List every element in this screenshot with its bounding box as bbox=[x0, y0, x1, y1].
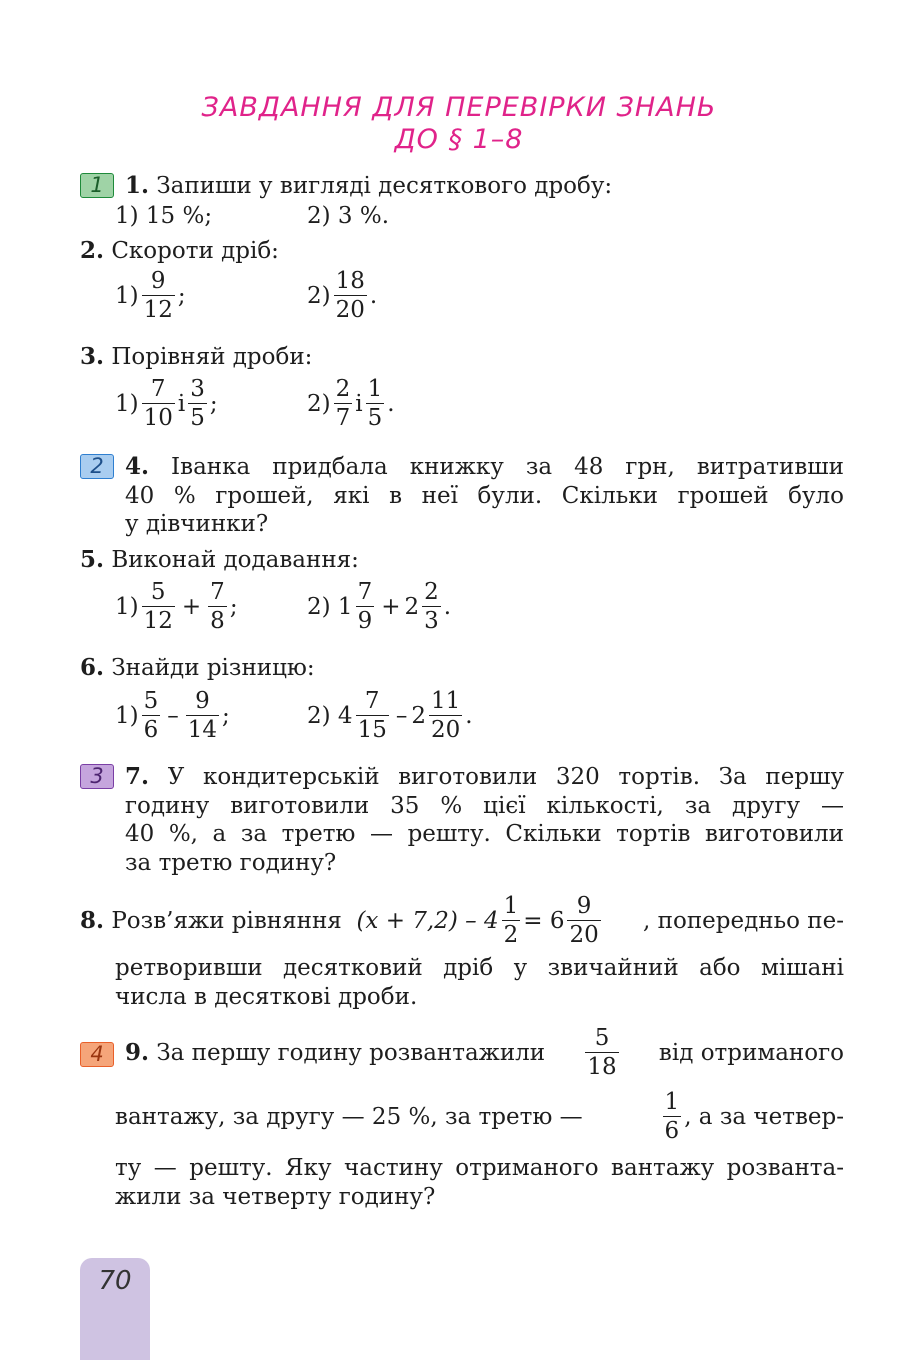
punct: . bbox=[387, 390, 395, 417]
minus-sign: – bbox=[395, 702, 408, 729]
numerator: 9 bbox=[195, 688, 210, 714]
fraction bbox=[142, 269, 175, 322]
numerator: 7 bbox=[364, 688, 380, 714]
denominator: 5 bbox=[190, 405, 205, 432]
fraction bbox=[142, 689, 161, 742]
fraction bbox=[429, 689, 462, 742]
task-text: Знайди різницю: bbox=[111, 655, 315, 681]
page-number: 70 bbox=[98, 1266, 132, 1296]
numerator: 5 bbox=[150, 579, 166, 605]
numerator: 7 bbox=[357, 579, 373, 605]
level-1-marker: 1 bbox=[80, 173, 114, 198]
task-8-line-3: числа в десяткові дроби. bbox=[115, 984, 418, 1010]
item-label: 1) bbox=[115, 593, 139, 620]
task-number: 2. bbox=[80, 237, 105, 264]
task-text: вантажу, за другу — 25 %, за третю — bbox=[115, 1103, 583, 1130]
task-4-line-3: у дівчинки? bbox=[125, 511, 269, 537]
denominator: 8 bbox=[210, 608, 225, 635]
task-2 bbox=[80, 237, 279, 265]
whole-part: 2 bbox=[404, 593, 420, 620]
task-7-line-2: годину виготовили 35 % цієї кількості, за другу — bbox=[125, 793, 844, 819]
task-number: 4. bbox=[125, 453, 150, 480]
denominator: 12 bbox=[143, 297, 173, 324]
minus-sign: – bbox=[167, 702, 179, 729]
punct: . bbox=[443, 593, 452, 620]
fraction bbox=[142, 580, 175, 633]
punct: ; bbox=[222, 702, 230, 729]
page-title: ЗАВДАННЯ ДЛЯ ПЕРЕВІРКИ ЗНАНЬ bbox=[201, 92, 717, 123]
numerator: 2 bbox=[424, 579, 439, 605]
punct: . bbox=[369, 282, 378, 309]
denominator: 15 bbox=[357, 717, 387, 744]
punct: . bbox=[465, 702, 473, 729]
task-text: За першу годину розвантажили bbox=[156, 1040, 546, 1067]
numerator: 7 bbox=[210, 579, 225, 605]
task-number: 7. bbox=[125, 763, 150, 790]
conjunction: і bbox=[177, 390, 186, 417]
task-7-line-1 bbox=[125, 763, 844, 791]
task-text: У кондитерській виготовили 320 тортів. За першу bbox=[167, 764, 844, 790]
conjunction: і bbox=[355, 390, 363, 417]
fraction bbox=[356, 580, 375, 633]
item-label: 2) bbox=[307, 282, 331, 309]
task-4-line-1 bbox=[125, 453, 844, 481]
task-text: , а за четвер- bbox=[684, 1103, 844, 1130]
denominator: 20 bbox=[335, 297, 365, 324]
fraction bbox=[585, 1026, 618, 1079]
denominator: 9 bbox=[357, 608, 373, 635]
task-text: Розв’яжи рівняння bbox=[111, 907, 342, 934]
fraction bbox=[356, 689, 389, 742]
task-1 bbox=[125, 172, 612, 200]
denominator: 2 bbox=[503, 922, 519, 949]
task-number: 9. bbox=[125, 1039, 150, 1067]
numerator: 1 bbox=[664, 1089, 680, 1115]
task-5-b bbox=[307, 580, 451, 633]
denominator: 12 bbox=[143, 608, 173, 635]
numerator: 1 bbox=[503, 893, 519, 919]
task-8-line-2: ретворивши десятковий дріб у звичайний або мішані bbox=[115, 955, 844, 981]
task-8-line-1 bbox=[80, 894, 844, 947]
level-2-marker: 2 bbox=[80, 454, 114, 479]
equation-left: (x + 7,2) – 4 bbox=[356, 907, 499, 934]
numerator: 9 bbox=[150, 268, 166, 294]
punct: ; bbox=[229, 593, 238, 620]
item-label: 1) bbox=[115, 390, 139, 417]
task-text: Іванка придбала книжку за 48 грн, витративши bbox=[171, 454, 844, 480]
task-number: 5. bbox=[80, 546, 105, 573]
fraction bbox=[142, 377, 175, 430]
whole-part: 4 bbox=[337, 702, 353, 729]
task-9-line-2 bbox=[115, 1090, 844, 1143]
plus-sign: + bbox=[381, 593, 401, 620]
fraction bbox=[188, 377, 207, 430]
equation-middle: = 6 bbox=[523, 907, 565, 934]
numerator: 2 bbox=[335, 376, 351, 402]
fraction bbox=[502, 894, 521, 947]
item-label: 1) bbox=[115, 702, 139, 729]
task-3 bbox=[80, 343, 312, 371]
page-number-tab bbox=[80, 1258, 150, 1360]
denominator: 10 bbox=[143, 405, 173, 432]
item-label: 1) bbox=[115, 282, 139, 309]
task-text: , попередньо пе- bbox=[643, 907, 844, 934]
numerator: 9 bbox=[576, 893, 592, 919]
numerator: 18 bbox=[335, 268, 365, 294]
page-subtitle: ДО § 1–8 bbox=[394, 124, 524, 155]
task-9-line-3: ту — решту. Яку частину отриманого вантажу розванта- bbox=[115, 1155, 844, 1181]
task-4-line-2: 40 % грошей, які в неї були. Скільки грошей було bbox=[125, 483, 844, 509]
task-9-line-1 bbox=[125, 1026, 844, 1079]
task-number: 6. bbox=[80, 654, 105, 681]
numerator: 3 bbox=[190, 376, 205, 402]
denominator: 6 bbox=[664, 1118, 680, 1145]
fraction bbox=[663, 1090, 682, 1143]
denominator: 18 bbox=[587, 1054, 617, 1081]
punct: ; bbox=[177, 282, 186, 309]
task-5-a bbox=[115, 580, 238, 633]
denominator: 7 bbox=[335, 405, 351, 432]
task-number: 8. bbox=[80, 907, 105, 935]
fraction bbox=[567, 894, 600, 947]
task-2-a bbox=[115, 269, 186, 322]
denominator: 20 bbox=[430, 717, 461, 744]
item-label: 2) bbox=[307, 390, 331, 417]
whole-part: 2 bbox=[411, 702, 426, 729]
level-3-marker: 3 bbox=[80, 764, 114, 789]
task-7-line-4: за третю годину? bbox=[125, 850, 337, 876]
numerator: 5 bbox=[143, 688, 159, 714]
plus-sign: + bbox=[181, 593, 202, 620]
denominator: 3 bbox=[424, 608, 439, 635]
denominator: 14 bbox=[187, 717, 218, 744]
task-2-b bbox=[307, 269, 377, 322]
task-9-line-4: жили за четверту годину? bbox=[115, 1184, 436, 1210]
denominator: 20 bbox=[569, 922, 599, 949]
task-text: Скороти дріб: bbox=[111, 238, 279, 264]
task-3-b bbox=[307, 377, 395, 430]
task-number: 1. bbox=[125, 172, 150, 199]
task-text: Виконай додавання: bbox=[111, 547, 359, 573]
task-7-line-3: 40 %, а за третю — решту. Скільки тортів виготовили bbox=[125, 821, 844, 847]
fraction bbox=[366, 377, 385, 430]
denominator: 6 bbox=[143, 717, 159, 744]
level-4-marker: 4 bbox=[80, 1042, 114, 1067]
numerator: 1 bbox=[367, 376, 383, 402]
fraction bbox=[334, 269, 367, 322]
task-5 bbox=[80, 546, 359, 574]
numerator: 7 bbox=[150, 376, 166, 402]
whole-part: 1 bbox=[337, 593, 353, 620]
fraction bbox=[422, 580, 441, 633]
numerator: 11 bbox=[430, 688, 461, 714]
task-text: Запиши у вигляді десяткового дробу: bbox=[156, 173, 613, 199]
task-6-a bbox=[115, 689, 230, 742]
numerator: 5 bbox=[594, 1025, 610, 1051]
task-1-b: 2) 3 %. bbox=[307, 203, 390, 229]
task-3-a bbox=[115, 377, 218, 430]
item-label: 2) bbox=[307, 593, 331, 620]
denominator: 5 bbox=[367, 405, 383, 432]
punct: ; bbox=[209, 390, 218, 417]
task-text: Порівняй дроби: bbox=[111, 344, 313, 370]
task-number: 3. bbox=[80, 343, 105, 370]
task-text: від отриманого bbox=[658, 1039, 844, 1066]
fraction bbox=[334, 377, 353, 430]
fraction bbox=[186, 689, 219, 742]
task-1-a: 1) 15 %; bbox=[115, 203, 213, 229]
task-6 bbox=[80, 654, 315, 682]
fraction bbox=[208, 580, 227, 633]
task-6-b bbox=[307, 689, 473, 742]
item-label: 2) bbox=[307, 702, 331, 729]
